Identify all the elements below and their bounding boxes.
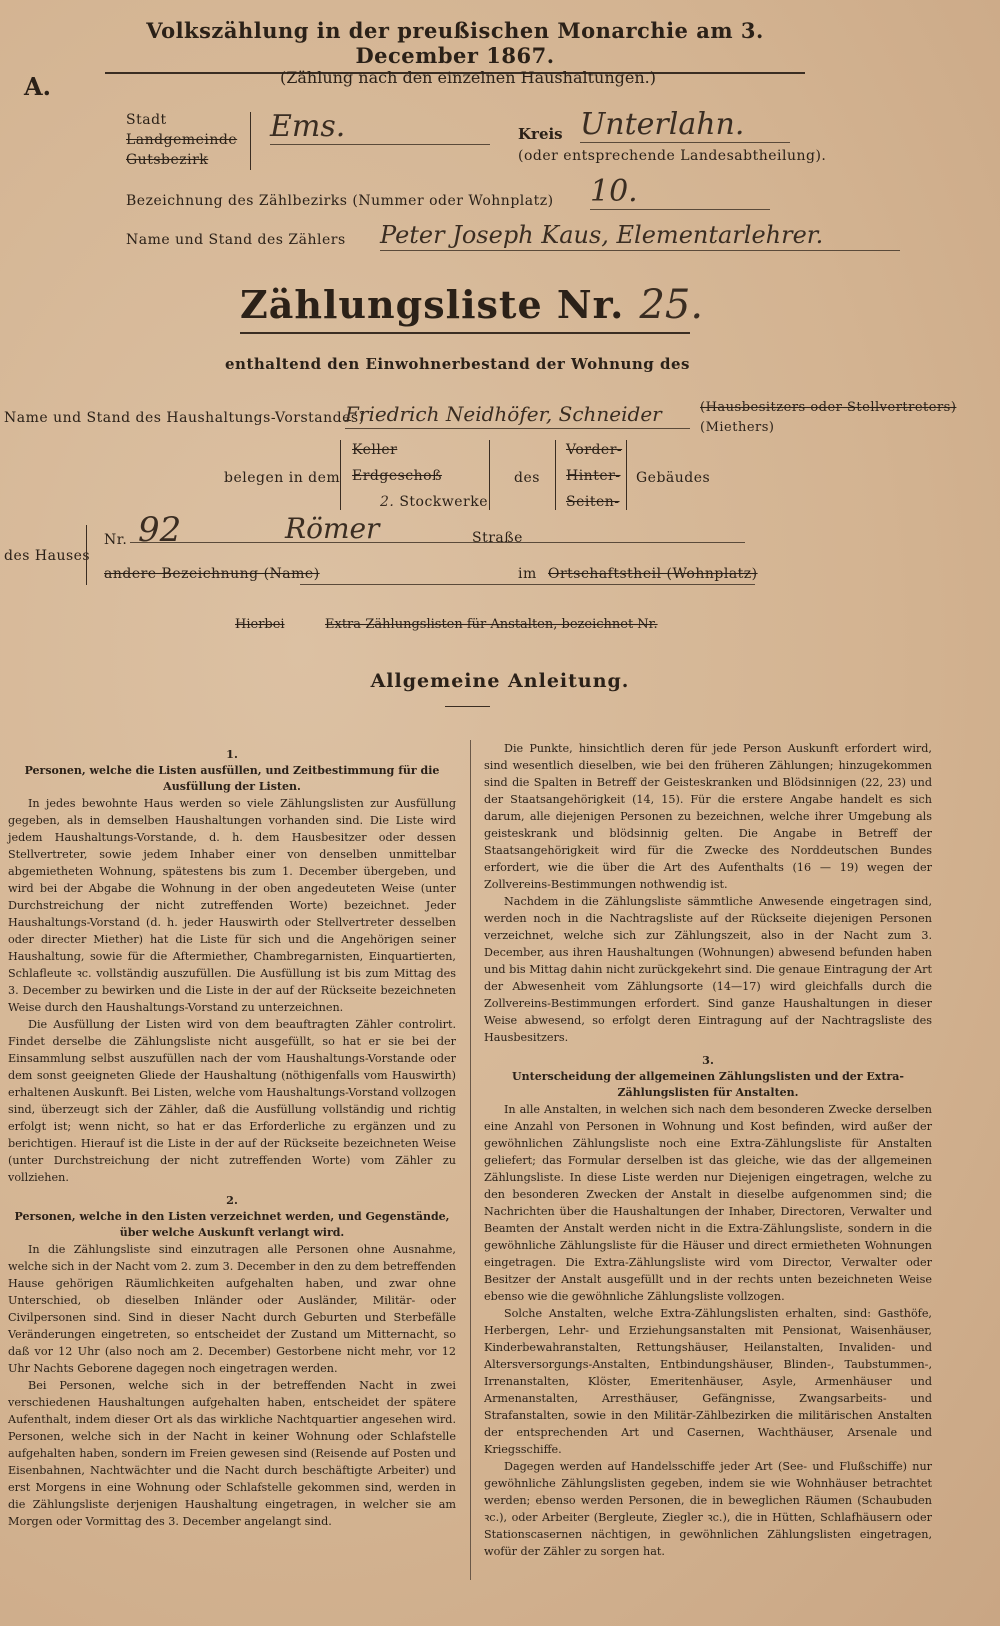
right-column: [484, 740, 932, 1560]
seiten-option: Seiten-: [566, 494, 620, 510]
zaehler-value: Peter Joseph Kaus, Elementarlehrer.: [380, 220, 900, 251]
nr-value: 92: [138, 510, 182, 550]
section-2-paragraph-1: In die Zählungsliste sind einzutragen alle Personen ohne Ausnahme, welche sich in der Nacht vom 2. zum 3. December in den zu dem betreffenden Hause gehörigen Räumlichkeiten aufgehalten haben, und zwar ohne Unterschied, ob dieselben Inländer oder Ausländer, Militär- oder Civilpersonen sind. Sind in dieser Nacht durch Geburten und Sterbefälle Veränderungen eingetreten, so entscheidet der Zustand um Mitternacht, so daß vor 12 Uhr (also noch am 2. December) Gestorbene nicht mehr, vor 12 Uhr Nachts Geborene dagegen noch eingetragen werden.: [8, 1243, 456, 1375]
liste-number: 25.: [639, 282, 704, 328]
haus-brace: [86, 525, 91, 585]
census-title: Volkszählung in der preußischen Monarchie am 3. December 1867.: [105, 18, 805, 74]
section-1-heading: Personen, welche die Listen ausfüllen, und Zeitbestimmung für die Ausfüllung der Listen.: [24, 764, 440, 793]
census-subtitle: (Zählung nach den einzelnen Haushaltungen.): [280, 68, 656, 87]
im-label: im: [518, 566, 537, 582]
anleitung-rule: [445, 706, 490, 707]
section-1-number: 1.: [226, 747, 238, 761]
haus-label: des Hauses: [4, 548, 91, 564]
nr-label: Nr.: [104, 532, 128, 548]
stadt-label: Stadt: [126, 112, 167, 128]
extra-listen: Extra-Zählungslisten für Anstalten, bezeichnet Nr.: [325, 617, 658, 632]
section-3-paragraph-2: Solche Anstalten, welche Extra-Zählungslisten erhalten, sind: Gasthöfe, Herbergen, Lehr- und Erziehungsanstalten mit Pensionat, Waisenhäuser, Kinderbewahranstalten, Rettungshäuser, Heilanstalten, Invaliden- und Altersversorgungs-Anstalten, Entbindungshäuser, Blinden-, Taubstummen-, Irrenanstalten, Klöster, Emeritenhäuser, Asyle, Armenhäuser und Armenanstalten, Arresthäuser, Gefängnisse, Zwangsarbeits- und Strafanstalten, sowie in den Militär-Zählbezirken die militärischen Anstalten der entsprechenden Art und Casernen, Wachthäuser, Arsenale und Kriegsschiffe.: [484, 1307, 932, 1456]
kreis-value: Unterlahn.: [580, 108, 790, 143]
des-label: des: [514, 470, 540, 486]
section-1-paragraph-1: In jedes bewohnte Haus werden so viele Zählungslisten zur Ausfüllung gegeben, als in demselben Haushaltungen vorhanden sind. Die Liste wird jedem Haushaltungs-Vorstande, d. h. dem Hausbesitzer oder dessen Stellvertreter, sowie jedem Inhaber einer von denselben unmittelbar abgemietheten Wohnung, spätestens bis zum 1. December übergeben, und wird bei der Abgabe die Wohnung in der oben angedeuteten Weise (unter Durchstreichung der nicht zutreffenden Worte) bezeichnet. Jeder Haushaltungs-Vorstand (d. h. jeder Hauswirth oder Stellvertreter desselben oder directer Miether) hat die Liste für sich und die Angehörigen seiner Haushaltung, sowie für die Aftermiether, Chambregarnisten, Einquartierten, Schlafleute ꝛc. vollständig auszufüllen. Die Ausfüllung ist bis zum Mittag des 3. December zu bewirken und die Liste in der auf der Rückseite bezeichneten Weise durch den Haushaltungs-Vorstand zu unterzeichnen.: [8, 797, 456, 1014]
zaehlbezirk-value: 10.: [590, 175, 770, 210]
erdgeschoss-option: Erdgeschoß: [352, 468, 442, 484]
vorstand-option-miether: (Miethers): [700, 420, 775, 435]
strasse-line: [130, 542, 745, 543]
liste-subtitle: enthaltend den Einwohnerbestand der Wohnung des: [225, 355, 690, 373]
section-letter: A.: [24, 72, 51, 101]
section-3-heading: Unterscheidung der allgemeinen Zählungslisten und der Extra-Zählungslisten für Anstalten.: [512, 1070, 904, 1099]
left-column: [8, 740, 456, 1530]
location-brace: [250, 112, 251, 170]
stockwerke-label: Stockwerke: [399, 494, 489, 510]
liste-title-row: [240, 282, 704, 334]
extra-hierbei: Hierbei: [235, 617, 285, 632]
section-2-heading: Personen, welche in den Listen verzeichnet werden, und Gegenstände, über welche Auskunft verlangt wird.: [14, 1210, 450, 1239]
stadt-value: Ems.: [270, 110, 490, 145]
hinter-option: Hinter-: [566, 468, 621, 484]
strasse-label: Straße: [472, 530, 523, 546]
keller-option: Keller: [352, 442, 398, 458]
belegen-label: belegen in dem: [224, 470, 341, 486]
right-paragraph-1: Die Punkte, hinsichtlich deren für jede Person Auskunft erfordert wird, sind wesentlich dieselben, wie bei den früheren Zählungen; hinzugekommen sind die Spalten in Betreff der Geisteskranken und Blödsinnigen (22, 23) und der Staatsangehörigkeit (14, 15). Für die erstere Angabe handelt es sich darum, alle diejenigen Personen zu bezeichnen, welche ihrer Umgebung als geisteskrank und blödsinnig gelten. Die Angabe in Betreff der Staatsangehörigkeit wird für die Zwecke des Norddeutschen Bundes erfordert, wie die über die Art des Aufenthalts (16 — 19) wegen der Zollvereins-Bestimmungen nothwendig ist.: [484, 742, 932, 891]
zaehler-label: Name und Stand des Zählers: [126, 232, 346, 248]
landgemeinde-label: Landgemeinde: [126, 132, 238, 148]
column-divider: [470, 740, 471, 1580]
section-2-paragraph-2: Bei Personen, welche sich in der betreffenden Nacht in zwei verschiedenen Haushaltungen aufgehalten haben, entscheidet der spätere Aufenthalt, indem dieser Ort als das wirkliche Nachtquartier angesehen wird. Personen, welche sich in der Nacht in keiner Wohnung oder Schlafstelle aufgehalten haben, sondern im Freien gewesen sind (Reisende auf Posten und Eisenbahnen, Nachtwächter und die Nacht durch beschäftigte Arbeiter) und erst Morgens in eine Wohnung oder Schlafstelle gekommen sind, werden in die Zählungsliste derjenigen Haushaltung eingetragen, in welcher sie am Morgen oder Vormittag des 3. December angelangt sind.: [8, 1379, 456, 1528]
vorstand-option-besitzer: (Hausbesitzers oder Stellvertreters): [700, 400, 957, 415]
ortschaft-label: Ortschaftstheil (Wohnplatz): [548, 566, 758, 582]
section-3-number: 3.: [702, 1053, 714, 1067]
section-3-paragraph-1: In alle Anstalten, in welchen sich nach dem besonderen Zwecke derselben eine Anzahl von Personen in Wohnung und Kost befinden, wird außer der gewöhnlichen Zählungsliste noch eine Extra-Zählungsliste für Anstalten geliefert; das Formular derselben ist das gleiche, wie das der allgemeinen Zählungsliste. In diese Liste werden nur Diejenigen eingetragen, welche zu den besonderen Zwecken der Anstalt in dieselbe aufgenommen sind; die Nachrichten über die Haushaltungen der Inhaber, Directoren, Verwalter und Beamten der Anstalt werden nicht in die Extra-Zählungsliste, sondern in die gewöhnliche Zählungsliste für die Häuser und direct ermietheten Wohnungen eingetragen. Die Extra-Zählungsliste wird vom Director, Verwalter oder Besitzer der Anstalt ausgefüllt und in der rechts unten bezeichneten Weise ebenso wie die gewöhnliche Zählungsliste vollzogen.: [484, 1103, 932, 1303]
right-paragraph-2: Nachdem in die Zählungsliste sämmtliche Anwesende eingetragen sind, werden noch in die Nachtragsliste auf der Rückseite diejenigen Personen verzeichnet, welche sich zur Zählungszeit, also in der Nacht zum 3. December, aus ihren Haushaltungen (Wohnungen) abwesend befunden haben und bis Mittag dahin nicht zurückgekehrt sind. Die genaue Eintragung der Art der Abwesenheit vom Zählungsorte (14—17) wird gleichfalls durch die Zollvereins-Bestimmungen erfordert. Sind ganze Haushaltungen in dieser Weise abwesend, so erfolgt deren Eintragung auf der Nachtragsliste des Hausbesitzers.: [484, 895, 932, 1044]
liste-title: Zählungsliste Nr.: [240, 282, 625, 327]
kreis-label: Kreis: [518, 125, 563, 143]
section-1-paragraph-2: Die Ausfüllung der Listen wird von dem beauftragten Zähler controlirt. Findet derselbe die Zählungsliste nicht ausgefüllt, so hat er sie bei der Einsammlung selbst auszufüllen nach der vom Haushaltungs-Vorstande oder dem sonst geeigneten Gliede der Haushaltung (nöthigenfalls vom Hauswirth) erhaltenen Auskunft. Bei Listen, welche vom Haushaltungs-Vorstand vollzogen sind, überzeugt sich der Zähler, daß die Ausfüllung vollständig und richtig erfolgt ist; wenn nicht, so hat er das Erforderliche zu ergänzen und zu berichtigen. Hierauf ist die Liste in der auf der Rückseite bezeichneten Weise (unter Durchstreichung der nicht zutreffenden Worte) vom Zähler zu vollziehen.: [8, 1018, 456, 1184]
gebaeude-label: Gebäudes: [636, 470, 711, 486]
vorstand-label: Name und Stand des Haushaltungs-Vorstandes): [4, 410, 365, 426]
stockwerke-option: [380, 494, 488, 510]
gutsbezirk-label: Gutsbezirk: [126, 152, 209, 168]
vorder-option: Vorder-: [566, 442, 623, 458]
strasse-value: Römer: [285, 512, 380, 545]
zaehlbezirk-label: Bezeichnung des Zählbezirks (Nummer oder Wohnplatz): [126, 193, 554, 209]
anleitung-title: Allgemeine Anleitung.: [370, 670, 630, 692]
ortschaft-line: [300, 584, 755, 585]
section-2-number: 2.: [226, 1193, 238, 1207]
vorstand-value: Friedrich Neidhöfer, Schneider: [345, 400, 690, 429]
section-3-paragraph-3: Dagegen werden auf Handelsschiffe jeder Art (See- und Flußschiffe) nur gewöhnliche Zählungslisten gegeben, indem sie wie Wohnhäuser betrachtet werden; ebenso werden Personen, die in beweglichen Räumen (Schaubuden ꝛc.), oder Arbeiter (Bergleute, Ziegler ꝛc.), die in Hütten, Schlafhäusern oder Stationscasernen nächtigen, in gewöhnlichen Zählungslisten eingetragen, wofür der Zähler zu sorgen hat.: [484, 1460, 932, 1558]
stockwerk-value: 2.: [380, 494, 395, 510]
kreis-note: (oder entsprechende Landesabtheilung).: [518, 148, 827, 164]
andere-bezeichnung: andere Bezeichnung (Name): [104, 566, 320, 582]
